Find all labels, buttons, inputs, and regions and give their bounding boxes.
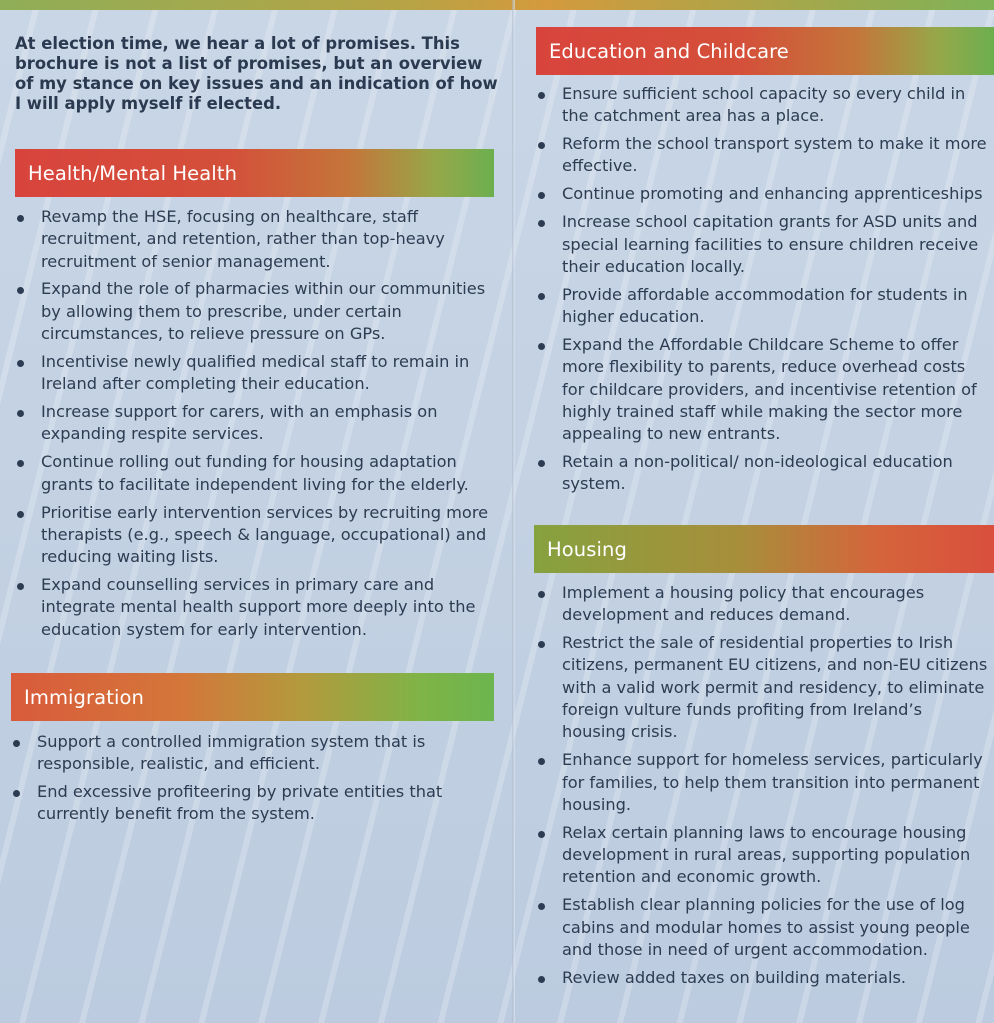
bullet-icon: [538, 343, 545, 350]
immigration-section-header: [11, 673, 494, 721]
list-item: Expand counselling services in primary care and integrate mental health support more deeply into the education system for early intervention.: [15, 574, 495, 641]
list-item: Revamp the HSE, focusing on healthcare, staff recruitment, and retention, rather than top-heavy recruitment of senior management.: [15, 206, 495, 273]
housing-section-title: Housing: [547, 537, 627, 561]
bullet-icon: [538, 142, 545, 149]
bullet-icon: [17, 460, 24, 467]
list-item: Implement a housing policy that encourages development and reduces demand.: [536, 582, 990, 627]
education-list: [536, 83, 990, 501]
bullet-icon: [17, 511, 24, 518]
bullet-icon: [538, 92, 545, 99]
list-item: Restrict the sale of residential properties to Irish citizens, permanent EU citizens, and non-EU citizens with a valid work permit and residency, to eliminate foreign vulture funds profiting from Ireland’s housing crisis.: [536, 632, 990, 743]
list-item: Support a controlled immigration system that is responsible, realistic, and efficient.: [11, 731, 451, 776]
bullet-icon: [538, 460, 545, 467]
bullet-icon: [13, 790, 20, 797]
housing-list: [536, 582, 990, 995]
list-item: Increase support for carers, with an emphasis on expanding respite services.: [15, 401, 495, 446]
housing-section-header: [534, 525, 994, 573]
bullet-icon: [13, 740, 20, 747]
list-item: Relax certain planning laws to encourage housing development in rural areas, supporting population retention and economic growth.: [536, 822, 990, 889]
bullet-icon: [17, 215, 24, 222]
list-item: Prioritise early intervention services by recruiting more therapists (e.g., speech & language, occupational) and reducing waiting lists.: [15, 502, 495, 569]
immigration-section-title: Immigration: [24, 685, 144, 709]
top-color-strip: [0, 0, 994, 10]
list-item: End excessive profiteering by private entities that currently benefit from the system.: [11, 781, 451, 826]
health-section-header: [15, 149, 494, 197]
bullet-icon: [17, 410, 24, 417]
intro-paragraph: At election time, we hear a lot of promises. This brochure is not a list of promises, but an overview of my stance on key issues and an indication of how I will apply myself if elected.: [15, 34, 498, 113]
list-item: Continue rolling out funding for housing adaptation grants to facilitate independent living for the elderly.: [15, 451, 495, 496]
list-item: Expand the role of pharmacies within our communities by allowing them to prescribe, under certain circumstances, to relieve pressure on GPs.: [15, 278, 495, 345]
bullet-icon: [17, 360, 24, 367]
bullet-icon: [538, 903, 545, 910]
list-item: Continue promoting and enhancing apprenticeships: [536, 183, 990, 205]
list-item: Ensure sufficient school capacity so every child in the catchment area has a place.: [536, 83, 990, 128]
bullet-icon: [538, 831, 545, 838]
bullet-icon: [538, 758, 545, 765]
bullet-icon: [538, 220, 545, 227]
list-item: Review added taxes on building materials.: [536, 967, 990, 989]
page-fold: [512, 0, 515, 1023]
education-section-header: [536, 27, 994, 75]
health-section-title: Health/Mental Health: [28, 161, 238, 185]
bullet-icon: [538, 641, 545, 648]
list-item: Incentivise newly qualified medical staff to remain in Ireland after completing their education.: [15, 351, 495, 396]
bullet-icon: [538, 192, 545, 199]
list-item: Establish clear planning policies for the use of log cabins and modular homes to assist young people and those in need of urgent accommodation.: [536, 894, 990, 961]
list-item: Increase school capitation grants for ASD units and special learning facilities to ensure children receive their education locally.: [536, 211, 990, 278]
bullet-icon: [17, 583, 24, 590]
bullet-icon: [17, 287, 24, 294]
bullet-icon: [538, 293, 545, 300]
list-item: Retain a non-political/ non-ideological education system.: [536, 451, 990, 496]
list-item: Enhance support for homeless services, particularly for families, to help them transition into permanent housing.: [536, 749, 990, 816]
list-item: Provide affordable accommodation for students in higher education.: [536, 284, 990, 329]
bullet-icon: [538, 591, 545, 598]
list-item: Expand the Affordable Childcare Scheme to offer more flexibility to parents, reduce overhead costs for childcare providers, and incentivise retention of highly trained staff while making the sector more appealing to new entrants.: [536, 334, 990, 445]
immigration-list: [11, 731, 451, 831]
education-section-title: Education and Childcare: [549, 39, 789, 63]
bullet-icon: [538, 976, 545, 983]
list-item: Reform the school transport system to make it more effective.: [536, 133, 990, 178]
health-list: [15, 206, 495, 647]
